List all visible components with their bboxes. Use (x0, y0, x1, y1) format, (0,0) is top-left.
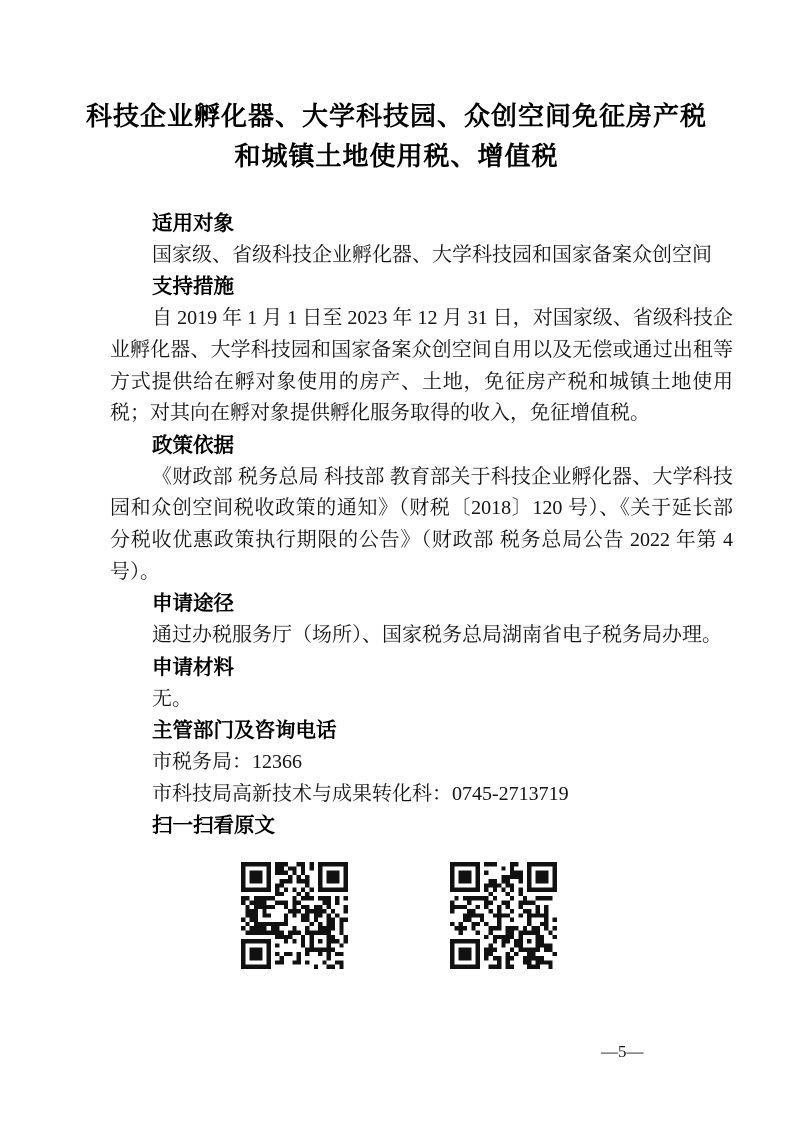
section-paragraph: 市科技局高新技术与成果转化科：0745-2713719 (152, 782, 569, 805)
section-contact-phone (110, 715, 733, 810)
document-body (110, 208, 733, 969)
section-applicable-targets (110, 208, 733, 271)
qr-code-original-document-right (450, 862, 557, 969)
section-heading: 政策依据 (152, 433, 234, 457)
qr-code-row (110, 862, 733, 969)
section-policy-basis (110, 430, 733, 589)
section-application-materials (110, 652, 733, 715)
section-heading: 适用对象 (152, 212, 234, 235)
section-paragraph: 国家级、省级科技企业孵化器、大学科技园和国家备案众创空间 (152, 243, 712, 266)
page-number: —5— (601, 1042, 644, 1061)
section-heading: 支持措施 (152, 275, 234, 299)
section-heading: 扫一扫看原文 (152, 814, 275, 838)
section-heading: 申请途径 (152, 592, 234, 616)
section-paragraph: 通过办税服务厅（场所）、国家税务总局湖南省电子税务局办理。 (152, 624, 722, 647)
section-application-channel (110, 588, 733, 651)
page-title (0, 0, 793, 177)
section-heading: 主管部门及咨询电话 (152, 719, 337, 743)
section-scan-original (110, 810, 733, 969)
page-title-line-1: 科技企业孵化器、大学科技园、众创空间免征房产税 (85, 102, 707, 131)
section-heading: 申请材料 (152, 655, 234, 679)
section-support-measures (110, 271, 733, 430)
page-title-line-2: 和城镇土地使用税、增值税 (234, 142, 559, 171)
section-paragraph: 市税务局：12366 (152, 750, 302, 773)
section-paragraph: 无。 (152, 687, 192, 710)
section-paragraph: 《财政部 税务总局 科技部 教育部关于科技企业孵化器、大学科技园和众创空间税收政策的通知》（财税〔2018〕120 号）、《关于延长部分税收优惠政策执行期限的公告》（财政部 税务总局公告 2022 年第 4 号）。 (110, 465, 733, 583)
qr-code-original-document-left (241, 862, 348, 969)
section-paragraph: 自 2019 年 1 月 1 日至 2023 年 12 月 31 日，对国家级、省级科技企业孵化器、大学科技园和国家备案众创空间自用以及无偿或通过出租等方式提供给在孵对象使用的房产、土地，免征房产税和城镇土地使用税；对其向在孵对象提供孵化服务取得的收入，免征增值税。 (110, 307, 733, 425)
